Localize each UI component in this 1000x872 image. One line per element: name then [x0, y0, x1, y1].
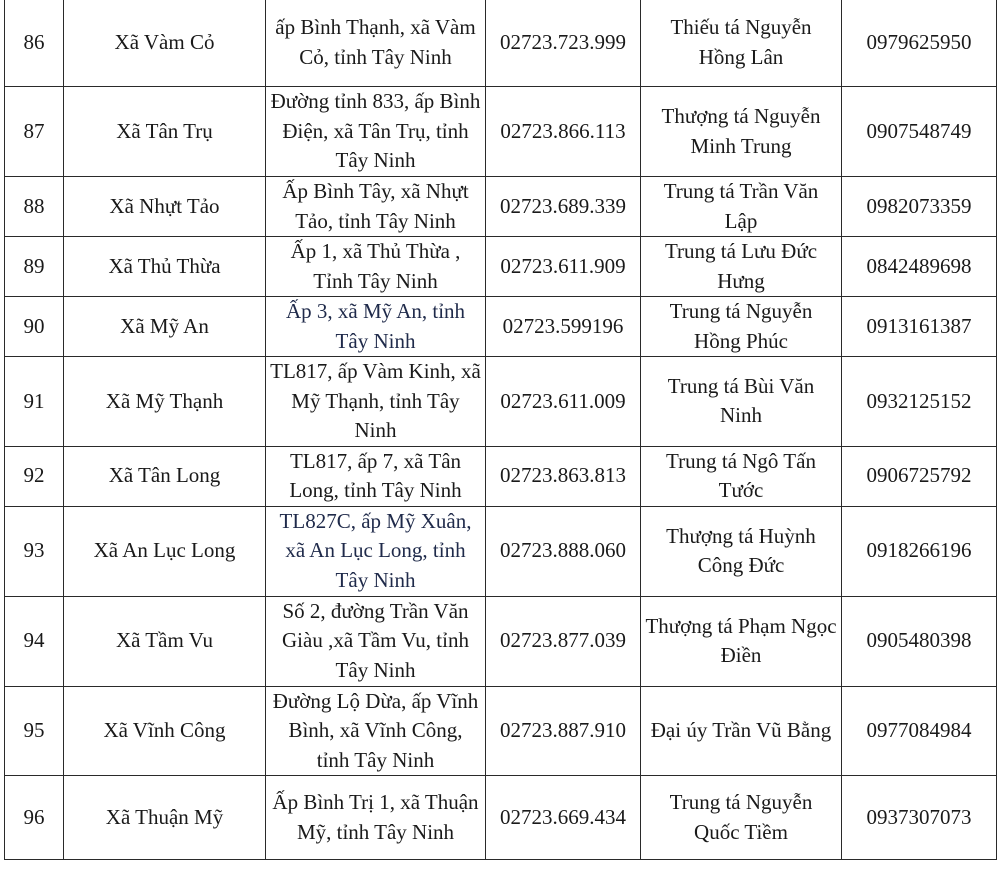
unit-address: Ấp 1, xã Thủ Thừa , Tỉnh Tây Ninh	[290, 239, 461, 293]
commander-mobile: 0977084984	[866, 718, 972, 742]
unit-address-cell	[266, 297, 486, 357]
unit-name-cell	[64, 87, 266, 177]
row-number: 89	[23, 253, 45, 278]
commander-mobile-cell	[842, 177, 997, 237]
commander-name-cell	[641, 87, 842, 177]
unit-address-cell	[266, 506, 486, 596]
row-number-cell	[5, 177, 64, 237]
unit-name: Xã Thủ Thừa	[108, 253, 221, 278]
commander-name: Đại úy Trần Vũ Bằng	[650, 718, 832, 742]
unit-address-cell	[266, 0, 486, 87]
office-phone-cell	[486, 87, 641, 177]
unit-address: TL817, ấp Vàm Kinh, xã Mỹ Thạnh, tỉnh Tây Ninh	[270, 359, 481, 442]
office-phone: 02723.611.909	[500, 253, 626, 278]
unit-name: Xã Tân Long	[108, 463, 221, 488]
row-number: 91	[23, 388, 45, 413]
unit-name-cell	[64, 0, 266, 87]
unit-address-cell	[266, 237, 486, 297]
unit-name: Xã Nhựt Tảo	[109, 193, 220, 218]
row-number: 90	[23, 313, 45, 338]
table-row	[5, 776, 997, 860]
commander-name-cell	[641, 177, 842, 237]
commander-mobile: 0918266196	[866, 538, 972, 563]
commander-mobile: 0905480398	[866, 628, 972, 653]
unit-name-cell	[64, 596, 266, 686]
commander-name-cell	[641, 596, 842, 686]
row-number: 94	[23, 628, 45, 653]
commander-mobile-cell	[842, 87, 997, 177]
office-phone: 02723.723.999	[500, 29, 626, 54]
commander-name: Thượng tá Phạm Ngọc Điền	[645, 613, 837, 667]
unit-address-cell	[266, 446, 486, 506]
unit-address: ấp Bình Thạnh, xã Vàm Cỏ, tỉnh Tây Ninh	[275, 15, 476, 69]
office-phone: 02723.599196	[502, 313, 624, 338]
row-number-cell	[5, 357, 64, 447]
unit-address: Ấp Bình Tây, xã Nhựt Tảo, tỉnh Tây Ninh	[282, 179, 469, 233]
commander-name-cell	[641, 776, 842, 860]
row-number: 95	[23, 718, 45, 742]
row-number: 92	[23, 463, 45, 488]
commander-mobile-cell	[842, 357, 997, 447]
row-number-cell	[5, 297, 64, 357]
office-phone-cell	[486, 237, 641, 297]
office-phone: 02723.866.113	[500, 118, 626, 143]
office-phone: 02723.611.009	[500, 388, 626, 413]
commander-name: Trung tá Ngô Tấn Tước	[666, 448, 816, 502]
unit-name: Xã Mỹ An	[120, 313, 209, 338]
office-phone: 02723.887.910	[500, 718, 626, 742]
commander-name: Trung tá Nguyễn Hồng Phúc	[669, 299, 813, 353]
commander-mobile-cell	[842, 596, 997, 686]
office-phone-cell	[486, 686, 641, 776]
row-number: 87	[23, 118, 45, 143]
unit-name: Xã An Lục Long	[93, 538, 236, 563]
unit-name: Xã Thuận Mỹ	[105, 804, 224, 829]
commander-name: Trung tá Bùi Văn Ninh	[667, 373, 815, 428]
unit-address: TL827C, ấp Mỹ Xuân, xã An Lục Long, tỉnh Tây Ninh	[279, 508, 472, 592]
unit-name-cell	[64, 776, 266, 860]
row-number-cell	[5, 506, 64, 596]
table-row	[5, 357, 997, 447]
unit-name-cell	[64, 357, 266, 447]
commander-mobile: 0982073359	[866, 193, 972, 218]
office-phone-cell	[486, 506, 641, 596]
commander-name: Thiếu tá Nguyễn Hồng Lân	[670, 15, 812, 69]
unit-name: Xã Tầm Vu	[115, 628, 214, 653]
commander-mobile: 0906725792	[866, 463, 972, 488]
office-phone: 02723.863.813	[500, 463, 626, 488]
commander-name-cell	[641, 0, 842, 87]
office-phone-cell	[486, 596, 641, 686]
row-number-cell	[5, 87, 64, 177]
unit-address: Ấp Bình Trị 1, xã Thuận Mỹ, tỉnh Tây Ninh	[272, 790, 479, 844]
commander-mobile: 0907548749	[866, 118, 972, 143]
commander-mobile: 0932125152	[866, 388, 972, 413]
unit-name: Xã Vàm Cỏ	[114, 29, 215, 54]
unit-address: Đường Lộ Dừa, ấp Vĩnh Bình, xã Vĩnh Công, tỉnh Tây Ninh	[272, 688, 479, 772]
table-row	[5, 297, 997, 357]
commander-name-cell	[641, 237, 842, 297]
row-number-cell	[5, 776, 64, 860]
table-row	[5, 177, 997, 237]
table-row	[5, 506, 997, 596]
table-row	[5, 0, 997, 87]
commander-mobile-cell	[842, 446, 997, 506]
commander-mobile-cell	[842, 506, 997, 596]
commander-mobile-cell	[842, 0, 997, 87]
commander-name-cell	[641, 506, 842, 596]
row-number-cell	[5, 596, 64, 686]
commander-mobile: 0842489698	[866, 253, 972, 278]
commander-mobile: 0979625950	[866, 29, 972, 54]
commander-mobile-cell	[842, 776, 997, 860]
office-phone: 02723.669.434	[500, 804, 626, 829]
commander-name-cell	[641, 686, 842, 776]
row-number-cell	[5, 686, 64, 776]
commander-name: Trung tá Trần Văn Lập	[663, 179, 819, 233]
police-directory-table	[4, 0, 997, 860]
unit-address: TL817, ấp 7, xã Tân Long, tỉnh Tây Ninh	[289, 448, 462, 502]
commander-name: Trung tá Lưu Đức Hưng	[664, 239, 818, 293]
unit-address-cell	[266, 686, 486, 776]
row-number-cell	[5, 0, 64, 87]
unit-address: Số 2, đường Trần Văn Giàu ,xã Tầm Vu, tỉnh Tây Ninh	[282, 598, 469, 682]
commander-mobile-cell	[842, 237, 997, 297]
unit-name: Xã Mỹ Thạnh	[105, 388, 224, 413]
commander-name: Thượng tá Huỳnh Công Đức	[666, 523, 816, 577]
office-phone: 02723.888.060	[500, 538, 626, 563]
unit-address: Đường tỉnh 833, ấp Bình Điện, xã Tân Trụ, tỉnh Tây Ninh	[270, 89, 481, 173]
commander-name-cell	[641, 446, 842, 506]
unit-name-cell	[64, 177, 266, 237]
row-number-cell	[5, 237, 64, 297]
office-phone: 02723.877.039	[500, 628, 626, 653]
unit-address-cell	[266, 87, 486, 177]
commander-mobile: 0937307073	[866, 804, 972, 829]
row-number: 96	[23, 804, 45, 829]
table-row	[5, 596, 997, 686]
office-phone-cell	[486, 357, 641, 447]
unit-name-cell	[64, 446, 266, 506]
unit-name-cell	[64, 297, 266, 357]
commander-name: Thượng tá Nguyễn Minh Trung	[661, 104, 821, 158]
row-number-cell	[5, 446, 64, 506]
table-row	[5, 446, 997, 506]
row-number: 86	[23, 29, 45, 54]
table-row	[5, 87, 997, 177]
unit-address-cell	[266, 357, 486, 447]
table-row	[5, 237, 997, 297]
unit-name-cell	[64, 237, 266, 297]
commander-mobile: 0913161387	[866, 313, 972, 338]
commander-name: Trung tá Nguyễn Quốc Tiềm	[669, 790, 813, 844]
unit-address-cell	[266, 596, 486, 686]
office-phone-cell	[486, 177, 641, 237]
office-phone-cell	[486, 776, 641, 860]
unit-name-cell	[64, 506, 266, 596]
directory-rows	[5, 0, 997, 860]
unit-name: Xã Tân Trụ	[116, 118, 213, 143]
row-number: 88	[23, 193, 45, 218]
unit-address-cell	[266, 776, 486, 860]
commander-name-cell	[641, 357, 842, 447]
office-phone-cell	[486, 446, 641, 506]
row-number: 93	[23, 538, 45, 563]
unit-name-cell	[64, 686, 266, 776]
commander-name-cell	[641, 297, 842, 357]
office-phone: 02723.689.339	[500, 193, 626, 218]
office-phone-cell	[486, 297, 641, 357]
commander-mobile-cell	[842, 297, 997, 357]
unit-address-cell	[266, 177, 486, 237]
office-phone-cell	[486, 0, 641, 87]
unit-address: Ấp 3, xã Mỹ An, tỉnh Tây Ninh	[285, 299, 466, 353]
table-row	[5, 686, 997, 776]
unit-name: Xã Vĩnh Công	[103, 718, 226, 742]
commander-mobile-cell	[842, 686, 997, 776]
